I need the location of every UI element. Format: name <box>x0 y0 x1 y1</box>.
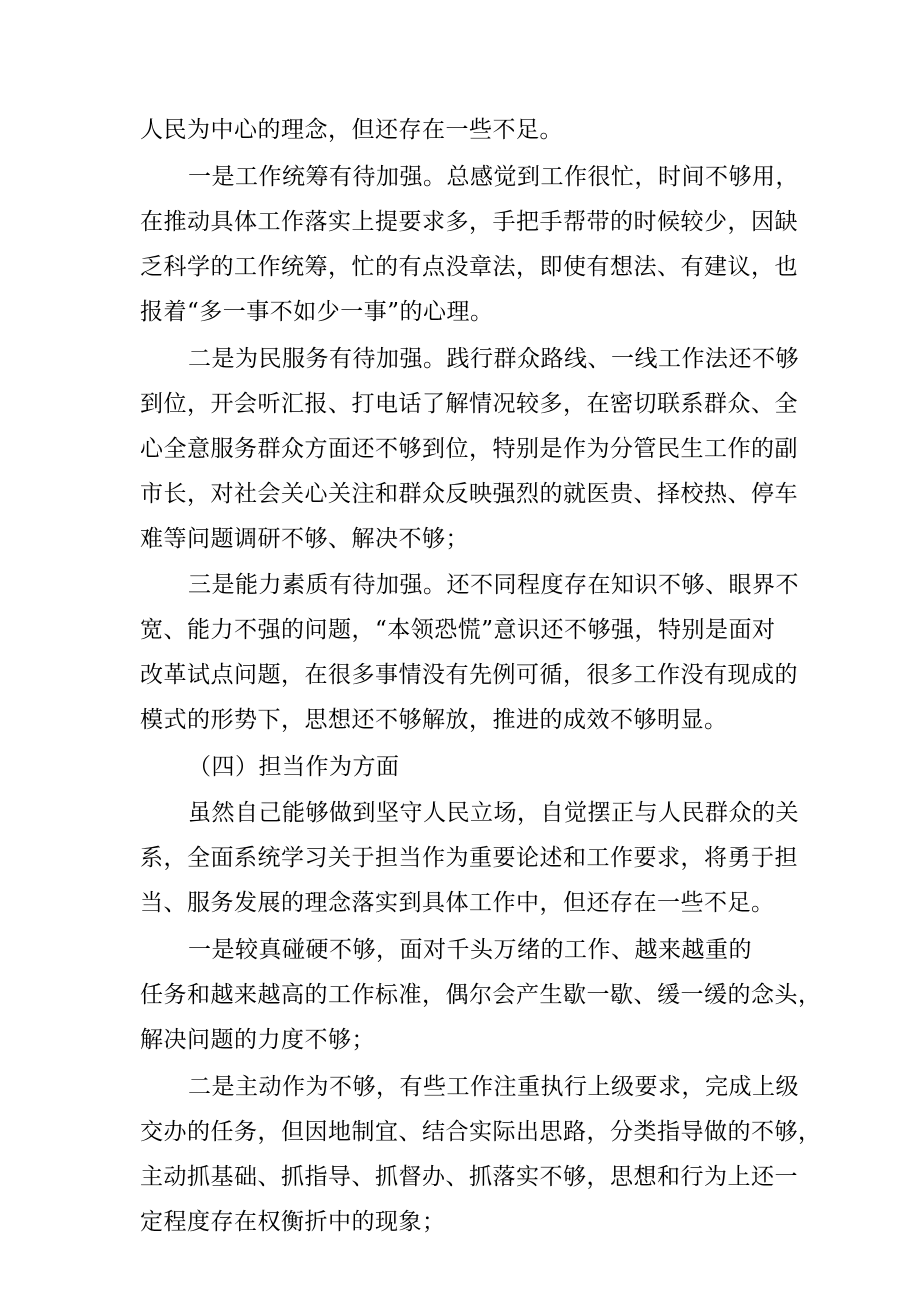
paragraph-first-line: 一是工作统筹有待加强。总感觉到工作很忙，时间不够用， <box>188 164 799 190</box>
text-line: 系，全面系统学习关于担当作为重要论述和工作要求，将勇于担 <box>140 845 798 871</box>
text-line: 解决问题的力度不够； <box>140 1027 375 1053</box>
text-line: 任务和越来越高的工作标准，偶尔会产生歇一歇、缓一缓的念头， <box>140 982 822 1008</box>
text-line: 难等问题调研不够、解决不够； <box>140 526 469 552</box>
text-line: 乏科学的工作统筹，忙的有点没章法，即使有想法、有建议，也 <box>140 254 798 280</box>
section-heading: （四）担当作为方面 <box>188 754 400 780</box>
text-line: 交办的任务，但因地制宜、结合实际出思路，分类指导做的不够， <box>140 1119 822 1145</box>
text-line: 当、服务发展的理念落实到具体工作中，但还存在一些不足。 <box>140 890 775 916</box>
paragraph-first-line: 二是主动作为不够，有些工作注重执行上级要求，完成上级 <box>188 1074 799 1100</box>
text-line: 在推动具体工作落实上提要求多，手把手帮带的时候较少，因缺 <box>140 209 798 235</box>
paragraph-first-line: 二是为民服务有待加强。践行群众路线、一线工作法还不够 <box>188 346 799 372</box>
text-line: 市长，对社会关心关注和群众反映强烈的就医贵、择校热、停车 <box>140 481 798 507</box>
paragraph-first-line: 虽然自己能够做到坚守人民立场，自觉摆正与人民群众的关 <box>188 800 799 826</box>
text-line: 改革试点问题，在很多事情没有先例可循，很多工作没有现成的 <box>140 662 798 688</box>
paragraph-first-line: 一是较真碰硬不够，面对千头万绪的工作、越来越重的 <box>188 937 752 963</box>
text-line: 宽、能力不强的问题，“本领恐慌”意识还不够强，特别是面对 <box>140 617 776 643</box>
text-line: 人民为中心的理念，但还存在一些不足。 <box>140 117 563 143</box>
text-line: 报着“多一事不如少一事”的心理。 <box>140 299 494 325</box>
text-line: 模式的形势下，思想还不够解放，推进的成效不够明显。 <box>140 707 728 733</box>
text-line: 心全意服务群众方面还不够到位，特别是作为分管民生工作的副 <box>140 436 798 462</box>
text-line: 到位，开会听汇报、打电话了解情况较多，在密切联系群众、全 <box>140 391 798 417</box>
paragraph-first-line: 三是能力素质有待加强。还不同程度存在知识不够、眼界不 <box>188 572 799 598</box>
text-line: 定程度存在权衡折中的现象； <box>140 1209 446 1235</box>
text-line: 主动抓基础、抓指导、抓督办、抓落实不够，思想和行为上还一 <box>140 1164 798 1190</box>
